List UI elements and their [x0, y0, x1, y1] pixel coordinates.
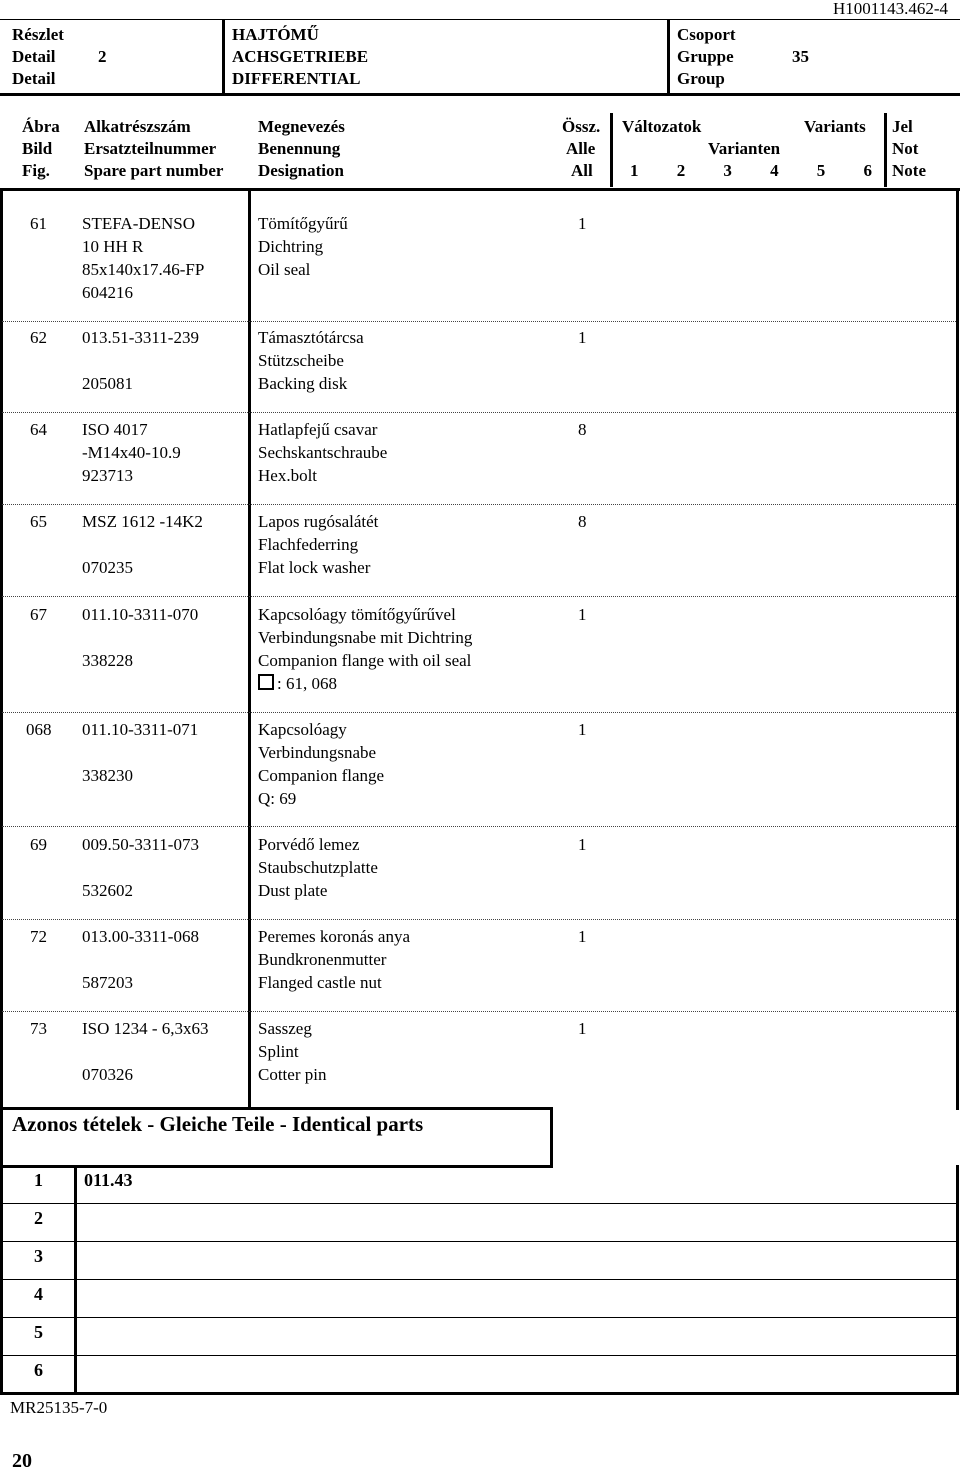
row-separator — [2, 504, 956, 505]
row-separator — [2, 712, 956, 713]
row-72-fig: 72 — [30, 927, 47, 946]
group-labels: Csoport Gruppe Group — [677, 25, 736, 88]
row-64-name: Hatlapfejű csavar Sechskantschraube Hex.bolt — [258, 420, 388, 485]
row-69-qty: 1 — [578, 835, 587, 854]
row-separator — [2, 1011, 956, 1012]
row-separator — [2, 321, 956, 322]
table-divider-part — [248, 188, 251, 1108]
row-73-fig: 73 — [30, 1019, 47, 1038]
row-72-part: 013.00-3311-068 587203 — [82, 927, 199, 992]
identical-box-right — [550, 1107, 553, 1168]
col-note-heading: Jel Not Note — [892, 117, 926, 180]
document-code: H1001143.462-4 — [832, 0, 948, 18]
row-67-qty: 1 — [578, 605, 587, 624]
header-bottom-rule — [0, 93, 960, 96]
col-designation-heading: Megnevezés Benennung Designation — [258, 117, 345, 180]
table-right-border — [956, 188, 959, 1110]
row-068-part: 011.10-3311-071 338230 — [82, 720, 199, 785]
identical-row-rule — [0, 1241, 958, 1242]
variant-numbers: 1 2 3 4 5 6 — [630, 161, 872, 180]
row-73-part: ISO 1234 - 6,3x63 070326 — [82, 1019, 209, 1084]
assembly-names: HAJTÓMŰ ACHSGETRIEBE DIFFERENTIAL — [232, 25, 369, 88]
row-separator — [2, 826, 956, 827]
col-variants-hu: Változatok — [622, 117, 702, 136]
row-64-fig: 64 — [30, 420, 47, 439]
row-61-part: STEFA-DENSO 10 HH R 85x140x17.46-FP 604216 — [82, 214, 205, 302]
row-068-name: Kapcsolóagy Verbindungsnabe Companion flange Q: 69 — [258, 720, 385, 808]
identical-row-value: 011.43 — [84, 1170, 133, 1190]
detail-labels: Részlet Detail Detail — [12, 25, 64, 88]
identical-row-num: 2 — [34, 1208, 43, 1228]
row-73-qty: 1 — [578, 1019, 587, 1038]
row-62-fig: 62 — [30, 328, 47, 347]
footer-code: MR25135-7-0 — [10, 1398, 108, 1417]
row-65-name: Lapos rugósalátét Flachfederring Flat lock washer — [258, 512, 379, 577]
row-62-part: 013.51-3311-239 205081 — [82, 328, 199, 393]
identical-row-num: 1 — [34, 1170, 43, 1190]
row-72-name: Peremes koronás anya Bundkronenmutter Flanged castle nut — [258, 927, 411, 992]
identical-row-rule — [0, 1279, 958, 1280]
row-65-qty: 8 — [578, 512, 587, 531]
row-67-name: Kapcsolóagy tömítőgyűrűvel Verbindungsnabe mit Dichtring Companion flange with oil seal : 61, 068 — [258, 605, 473, 693]
table-left-border — [0, 188, 3, 1168]
row-separator — [2, 412, 956, 413]
group-number: 35 — [792, 47, 809, 66]
row-62-name: Támasztótárcsa Stützscheibe Backing disk — [258, 328, 364, 393]
row-62-qty: 1 — [578, 328, 587, 347]
row-67-part: 011.10-3311-070 338228 — [82, 605, 199, 670]
col-qty-heading: Össz. Alle All — [562, 117, 601, 180]
identical-row-rule — [0, 1203, 958, 1204]
row-69-name: Porvédő lemez Staubschutzplatte Dust plate — [258, 835, 378, 900]
header-divider-2 — [667, 19, 670, 93]
page-number: 20 — [12, 1450, 32, 1472]
identical-row-rule — [0, 1317, 958, 1318]
row-068-fig: 068 — [26, 720, 52, 739]
column-heading-rule — [0, 188, 960, 191]
identical-row-rule — [0, 1355, 958, 1356]
identical-row-num: 3 — [34, 1246, 43, 1266]
identical-row-num: 4 — [34, 1284, 43, 1304]
square-icon — [258, 674, 274, 690]
row-separator — [2, 596, 956, 597]
row-068-qty: 1 — [578, 720, 587, 739]
row-65-fig: 65 — [30, 512, 47, 531]
header-divider-4 — [884, 113, 887, 187]
row-67-ref: : 61, 068 — [258, 672, 472, 695]
row-69-part: 009.50-3311-073 532602 — [82, 835, 199, 900]
row-67-fig: 67 — [30, 605, 47, 624]
identical-parts-title: Azonos tételek - Gleiche Teile - Identical parts — [12, 1112, 424, 1136]
row-72-qty: 1 — [578, 927, 587, 946]
header-divider-3 — [610, 113, 613, 187]
header-divider-1 — [222, 19, 225, 93]
identical-row-num: 6 — [34, 1360, 43, 1380]
row-61-qty: 1 — [578, 214, 587, 233]
col-variants-de: Varianten — [708, 139, 781, 158]
col-variants-en: Variants — [804, 117, 866, 136]
identical-top-rule — [0, 1107, 552, 1110]
identical-bottom-rule — [0, 1392, 959, 1395]
col-fig-heading: Ábra Bild Fig. — [22, 117, 60, 180]
row-separator — [2, 919, 956, 920]
row-61-name: Tömítőgyűrű Dichtring Oil seal — [258, 214, 348, 279]
col-part-heading: Alkatrészszám Ersatzteilnummer Spare part number — [84, 117, 224, 180]
identical-row-num: 5 — [34, 1322, 43, 1342]
identical-title-rule — [0, 1165, 553, 1168]
row-65-part: MSZ 1612 -14K2 070235 — [82, 512, 203, 577]
row-73-name: Sasszeg Splint Cotter pin — [258, 1019, 327, 1084]
row-69-fig: 69 — [30, 835, 47, 854]
row-64-qty: 8 — [578, 420, 587, 439]
header-top-rule — [0, 19, 960, 20]
row-61-fig: 61 — [30, 214, 47, 233]
detail-number: 2 — [98, 47, 107, 66]
row-64-part: ISO 4017 -M14x40-10.9 923713 — [82, 420, 181, 485]
